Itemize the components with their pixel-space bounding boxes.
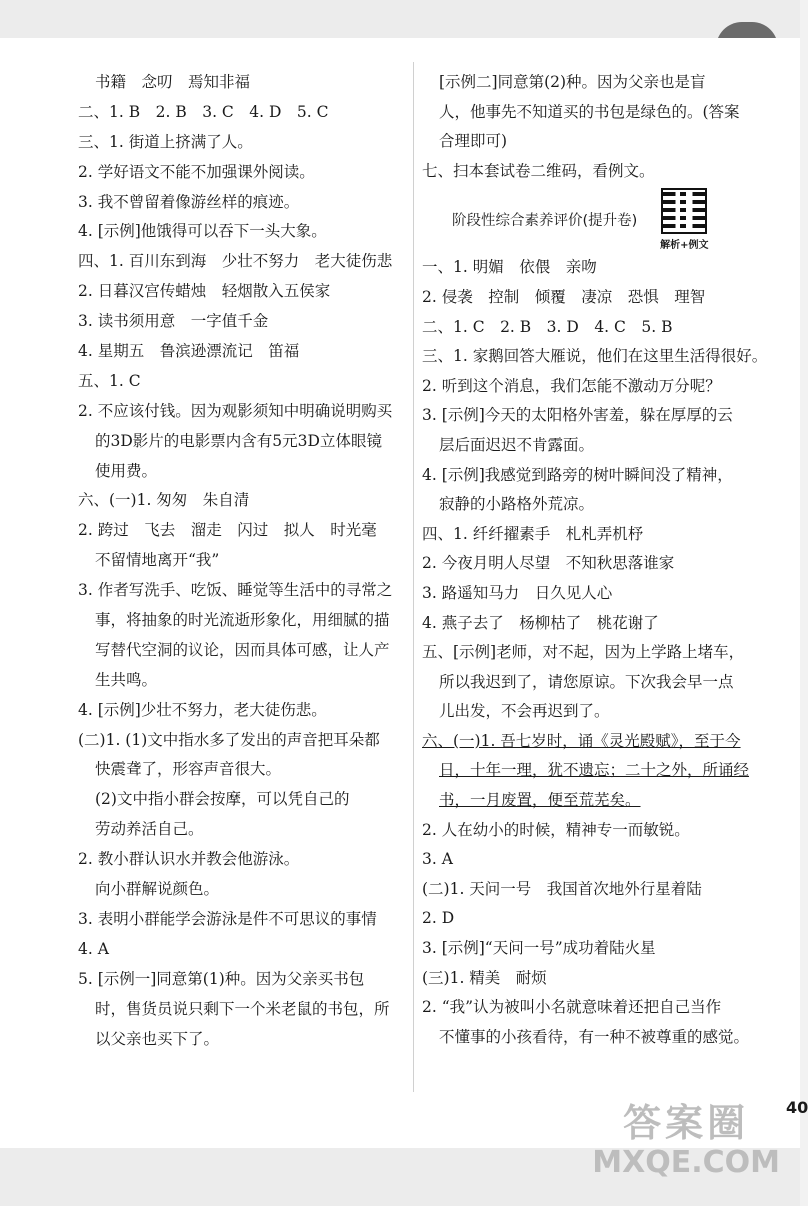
answer-text: 4. [示例]少壮不努力，老大徒伤悲。 xyxy=(78,700,327,719)
answer-line xyxy=(78,188,406,218)
answer-text: 使用费。 xyxy=(95,461,158,480)
answer-line xyxy=(78,307,406,337)
answer-text: 4. 星期五 鲁滨逊漂流记 笛福 xyxy=(78,342,300,361)
answer-line xyxy=(78,845,406,875)
answer-text: 写替代空洞的议论，因而具体可感，让人产 xyxy=(95,640,390,659)
answer-line xyxy=(422,727,782,757)
answer-text: 劳动养活自己。 xyxy=(95,820,204,839)
answer-text: 3. 路遥知马力 日久见人心 xyxy=(422,583,613,602)
answer-line xyxy=(78,726,406,756)
answer-line xyxy=(422,904,782,934)
answer-text: 2. 不应该付钱。因为观影须知中明确说明购买 xyxy=(78,401,393,420)
answer-text: 2. 日暮汉宫传蜡烛 轻烟散入五侯家 xyxy=(78,282,331,301)
answer-text: 六、(一)1. 匆匆 朱自清 xyxy=(78,491,250,510)
answer-line xyxy=(78,457,406,487)
answer-text: 书籍 念叨 焉知非福 xyxy=(95,73,251,91)
answer-text: 2. 侵袭 控制 倾覆 凄凉 恐惧 理智 xyxy=(422,287,706,306)
answer-line xyxy=(422,372,782,402)
answer-text: 生共鸣。 xyxy=(95,670,158,689)
answer-line xyxy=(422,875,782,905)
answer-text: (二)1. (1)文中指水多了发出的声音把耳朵都 xyxy=(78,730,380,749)
answer-line xyxy=(78,217,406,247)
qr-code-icon[interactable] xyxy=(661,188,707,234)
answer-text: 2. 今夜月明人尽望 不知秋思落谁家 xyxy=(422,554,675,573)
answer-line xyxy=(78,247,406,277)
answer-line xyxy=(78,815,406,845)
answer-text: 事，将抽象的时光流逝形象化，用细腻的描 xyxy=(95,611,390,630)
answer-text: 不留情地离开“我” xyxy=(95,551,220,570)
viewer-top-bar xyxy=(0,0,800,38)
section-heading-row xyxy=(422,190,782,252)
answer-text: 4. [示例]我感觉到路旁的树叶瞬间没了精神， xyxy=(422,465,733,484)
answer-text: [示例二]同意第(2)种。因为父亲也是盲 xyxy=(439,73,706,91)
answer-text: 3. A xyxy=(422,850,453,869)
answer-text: 4. 燕子去了 杨柳枯了 桃花谢了 xyxy=(422,613,659,632)
answer-line xyxy=(78,905,406,935)
section-heading: 阶段性综合素养评价(提升卷) xyxy=(452,213,638,230)
qr-code-block[interactable] xyxy=(655,188,713,251)
answer-text: 4. [示例]他饿得可以吞下一头大象。 xyxy=(78,222,327,241)
answer-text: 三、1. 街道上挤满了人。 xyxy=(78,132,253,151)
answer-line xyxy=(422,964,782,994)
answer-text: 2. 人在幼小的时候，精神专一而敏锐。 xyxy=(422,820,690,839)
answer-text: (2)文中指小群会按摩，可以凭自己的 xyxy=(95,790,350,809)
answer-text: 日，十年一理，犹不遗忘；二十之外，所诵经 xyxy=(439,761,750,780)
answer-line xyxy=(422,401,782,431)
answer-line xyxy=(422,993,782,1023)
answer-line xyxy=(78,367,406,397)
site-watermark: 答案圈 MXQE.COM xyxy=(592,1101,780,1180)
answer-line xyxy=(78,277,406,307)
answer-text: 书，一月废置，便至荒芜矣。 xyxy=(439,791,641,810)
answer-line xyxy=(78,1025,406,1055)
answer-line xyxy=(422,157,782,187)
answer-line xyxy=(422,638,782,668)
answer-line xyxy=(422,342,782,372)
answer-text: 所以我迟到了，请您原谅。下次我会早一点 xyxy=(439,672,734,691)
answer-line xyxy=(78,98,406,128)
answer-text: 2. “我”认为被叫小名就意味着还把自己当作 xyxy=(422,998,722,1017)
answer-line xyxy=(78,68,406,98)
answer-line xyxy=(422,934,782,964)
answer-text: 人，他事先不知道买的书包是绿色的。(答案 xyxy=(439,102,740,121)
answer-line xyxy=(422,68,782,98)
answer-line xyxy=(422,283,782,313)
answer-line xyxy=(422,756,782,786)
answer-text: 快震聋了，形容声音很大。 xyxy=(95,760,282,779)
answer-text: 4. A xyxy=(78,939,109,958)
answer-text: 时，售货员说只剩下一个米老鼠的书包，所 xyxy=(95,999,390,1018)
answer-line xyxy=(422,253,782,283)
answer-line xyxy=(78,158,406,188)
answer-line xyxy=(422,845,782,875)
answer-text: 3. 读书须用意 一字值千金 xyxy=(78,312,269,331)
answer-text: 三、1. 家鹅回答大雁说，他们在这里生活得很好。 xyxy=(422,347,768,366)
answer-line xyxy=(78,486,406,516)
answer-line xyxy=(422,431,782,461)
answer-text: 五、1. C xyxy=(78,371,141,390)
qr-code-label: 解析+例文 xyxy=(660,240,709,252)
answer-line xyxy=(422,579,782,609)
answer-line xyxy=(422,313,782,343)
answer-line xyxy=(422,127,782,157)
answer-line xyxy=(78,785,406,815)
answer-line xyxy=(422,520,782,550)
answer-line xyxy=(422,816,782,846)
answer-text: 不懂事的小孩看待，有一种不被尊重的感觉。 xyxy=(439,1027,750,1046)
answer-line xyxy=(78,606,406,636)
answer-text: 一、1. 明媚 依偎 亲吻 xyxy=(422,258,597,277)
answer-text: 2. 学好语文不能不加强课外阅读。 xyxy=(78,162,315,181)
answer-text: 以父亲也买下了。 xyxy=(95,1029,220,1048)
answer-line xyxy=(422,786,782,816)
answer-line xyxy=(78,755,406,785)
answer-line xyxy=(422,1023,782,1053)
answer-text: 2. D xyxy=(422,909,455,928)
answer-text: 四、1. 纤纤擢素手 札札弄机杼 xyxy=(422,524,644,543)
answer-line xyxy=(422,609,782,639)
answer-text: 3. 我不曾留着像游丝样的痕迹。 xyxy=(78,192,300,211)
answer-text: 2. 听到这个消息，我们怎能不激动万分呢？ xyxy=(422,376,721,395)
answer-text: 五、[示例]老师，对不起，因为上学路上堵车， xyxy=(422,643,745,662)
answer-line xyxy=(78,427,406,457)
answer-line xyxy=(78,576,406,606)
answer-line xyxy=(78,636,406,666)
answer-text: 七、扫本套试卷二维码，看例文。 xyxy=(422,161,655,180)
answer-text: 的3D影片的电影票内含有5元3D立体眼镜 xyxy=(95,431,382,450)
answer-line xyxy=(422,549,782,579)
answer-line xyxy=(422,98,782,128)
answer-text: 四、1. 百川东到海 少壮不努力 老大徒伤悲 xyxy=(78,252,393,271)
answer-line xyxy=(78,935,406,965)
answer-text: (二)1. 天问一号 我国首次地外行星着陆 xyxy=(422,879,702,898)
answer-text: 5. [示例一]同意第(1)种。因为父亲买书包 xyxy=(78,969,365,988)
answer-line xyxy=(78,995,406,1025)
answer-line xyxy=(422,461,782,491)
answer-text: 3. [示例]“天问一号”成功着陆火星 xyxy=(422,939,656,958)
answer-line xyxy=(422,490,782,520)
right-column xyxy=(422,68,782,1052)
answer-line xyxy=(78,397,406,427)
answer-text: 3. [示例]今天的太阳格外害羞，躲在厚厚的云 xyxy=(422,406,733,425)
answer-text: 3. 表明小群能学会游泳是件不可思议的事情 xyxy=(78,909,377,928)
answer-line xyxy=(78,696,406,726)
answer-text: 合理即可) xyxy=(439,132,508,151)
answer-text: 2. 跨过 飞去 溜走 闪过 拟人 时光毫 xyxy=(78,521,377,540)
answer-text: 2. 教小群认识水并教会他游泳。 xyxy=(78,850,300,869)
answer-text: 层后面迟迟不肯露面。 xyxy=(439,435,595,454)
page-number: 40 xyxy=(786,1098,808,1117)
answer-text: 儿出发，不会再迟到了。 xyxy=(439,702,610,721)
column-divider xyxy=(413,62,414,1092)
answer-line xyxy=(78,875,406,905)
answer-line xyxy=(78,516,406,546)
left-column xyxy=(78,68,406,1054)
answer-line xyxy=(78,337,406,367)
answer-text: 3. 作者写洗手、吃饭、睡觉等生活中的寻常之 xyxy=(78,581,393,600)
answer-text: 二、1. B 2. B 3. C 4. D 5. C xyxy=(78,102,329,121)
answer-text: 六、(一)1. 吾七岁时，诵《灵光殿赋》，至于今 xyxy=(422,731,741,750)
answer-text: 寂静的小路格外荒凉。 xyxy=(439,495,595,514)
answer-line xyxy=(78,965,406,995)
answer-text: 向小群解说颜色。 xyxy=(95,880,220,899)
answer-line xyxy=(422,668,782,698)
answer-text: 二、1. C 2. B 3. D 4. C 5. B xyxy=(422,317,673,336)
answer-line xyxy=(78,666,406,696)
answer-line xyxy=(78,546,406,576)
answer-line xyxy=(78,128,406,158)
answer-text: (三)1. 精美 耐烦 xyxy=(422,968,547,987)
answer-line xyxy=(422,697,782,727)
